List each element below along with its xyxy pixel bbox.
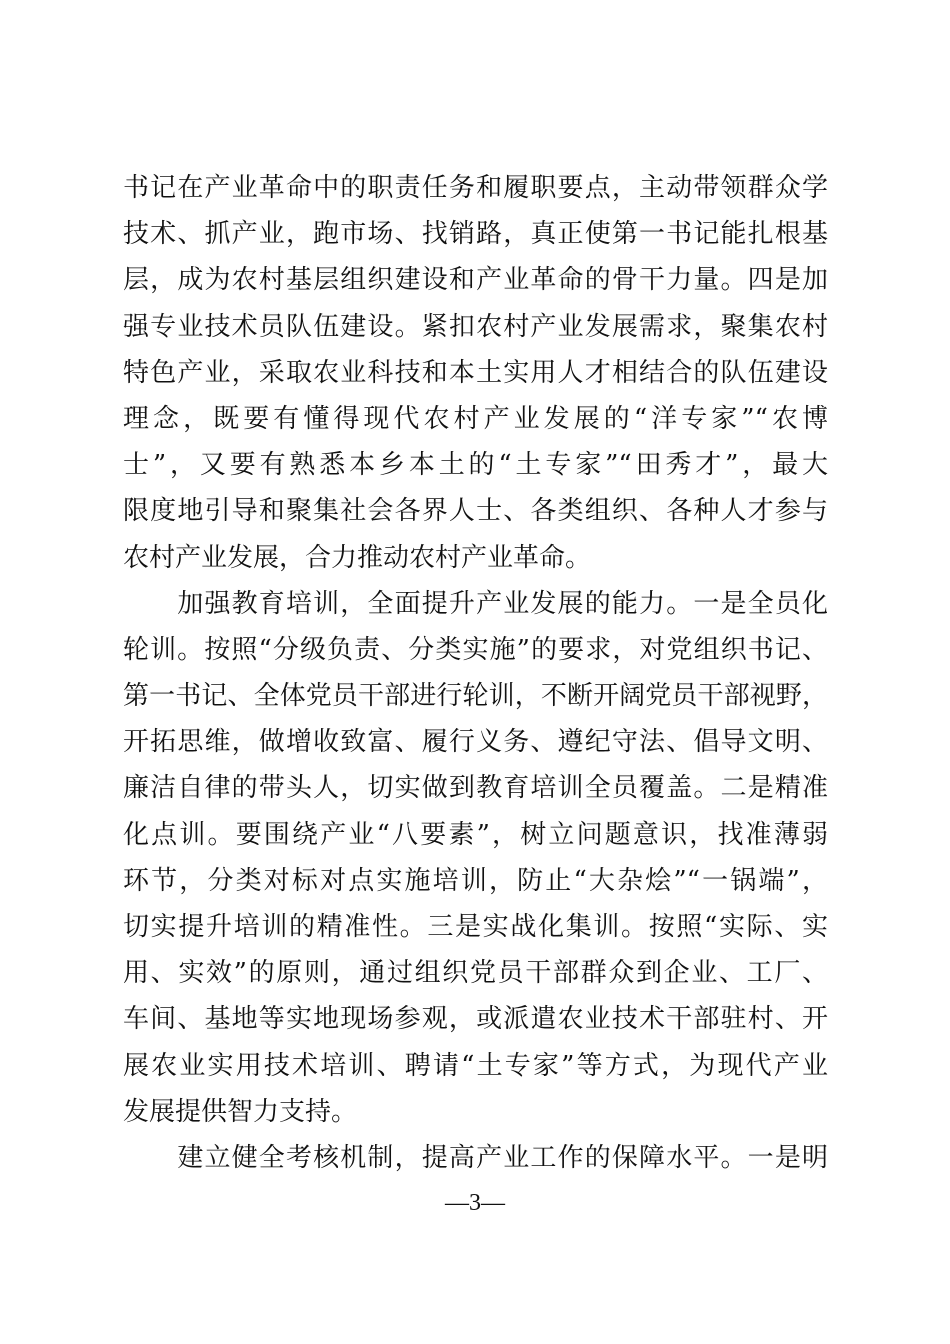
- text-line: 加强教育培训，全面提升产业发展的能力。一是全员化: [123, 588, 828, 619]
- text-line: 廉洁自律的带头人，切实做到教育培训全员覆盖。二是精准: [123, 773, 828, 804]
- text-line: 切实提升培训的精准性。三是实战化集训。按照“实际、实: [123, 912, 828, 942]
- text-line: 层，成为农村基层组织建设和产业革命的骨干力量。四是加: [123, 265, 828, 296]
- text-line: 技术、抓产业，跑市场、找销路，真正使第一书记能扎根基: [123, 219, 828, 250]
- text-line: 用、实效”的原则，通过组织党员干部群众到企业、工厂、: [123, 958, 828, 989]
- text-line: 士”，又要有熟悉本乡本土的“土专家”“田秀才”，最大: [123, 450, 828, 481]
- text-line: 强专业技术员队伍建设。紧扣农村产业发展需求，聚集农村: [123, 311, 828, 342]
- text-line: 理念，既要有懂得现代农村产业发展的“洋专家”“农博: [123, 403, 828, 434]
- text-line: 发展提供智力支持。: [123, 1096, 358, 1127]
- text-line: 书记在产业革命中的职责任务和履职要点，主动带领群众学: [123, 173, 828, 203]
- text-line: 开拓思维，做增收致富、履行义务、遵纪守法、倡导文明、: [123, 727, 828, 758]
- text-line: 建立健全考核机制，提高产业工作的保障水平。一是明: [123, 1142, 828, 1173]
- text-line: 环节，分类对标对点实施培训，防止“大杂烩”“一锅端”，: [123, 865, 828, 896]
- text-line: 第一书记、全体党员干部进行轮训，不断开阔党员干部视野，: [123, 681, 828, 712]
- page-number: —3—: [445, 1190, 505, 1216]
- body-text: [123, 165, 828, 1181]
- text-line: 车间、基地等实地现场参观，或派遣农业技术干部驻村、开: [123, 1004, 828, 1035]
- text-line: 特色产业，采取农业科技和本土实用人才相结合的队伍建设: [123, 357, 828, 388]
- text-line: 化点训。要围绕产业“八要素”，树立问题意识，找准薄弱: [123, 819, 828, 850]
- text-line: 限度地引导和聚集社会各界人士、各类组织、各种人才参与: [123, 496, 828, 527]
- text-line: 农村产业发展，合力推动农村产业革命。: [123, 542, 592, 573]
- text-line: 轮训。按照“分级负责、分类实施”的要求，对党组织书记、: [123, 634, 828, 665]
- text-line: 展农业实用技术培训、聘请“土专家”等方式，为现代产业: [123, 1050, 828, 1081]
